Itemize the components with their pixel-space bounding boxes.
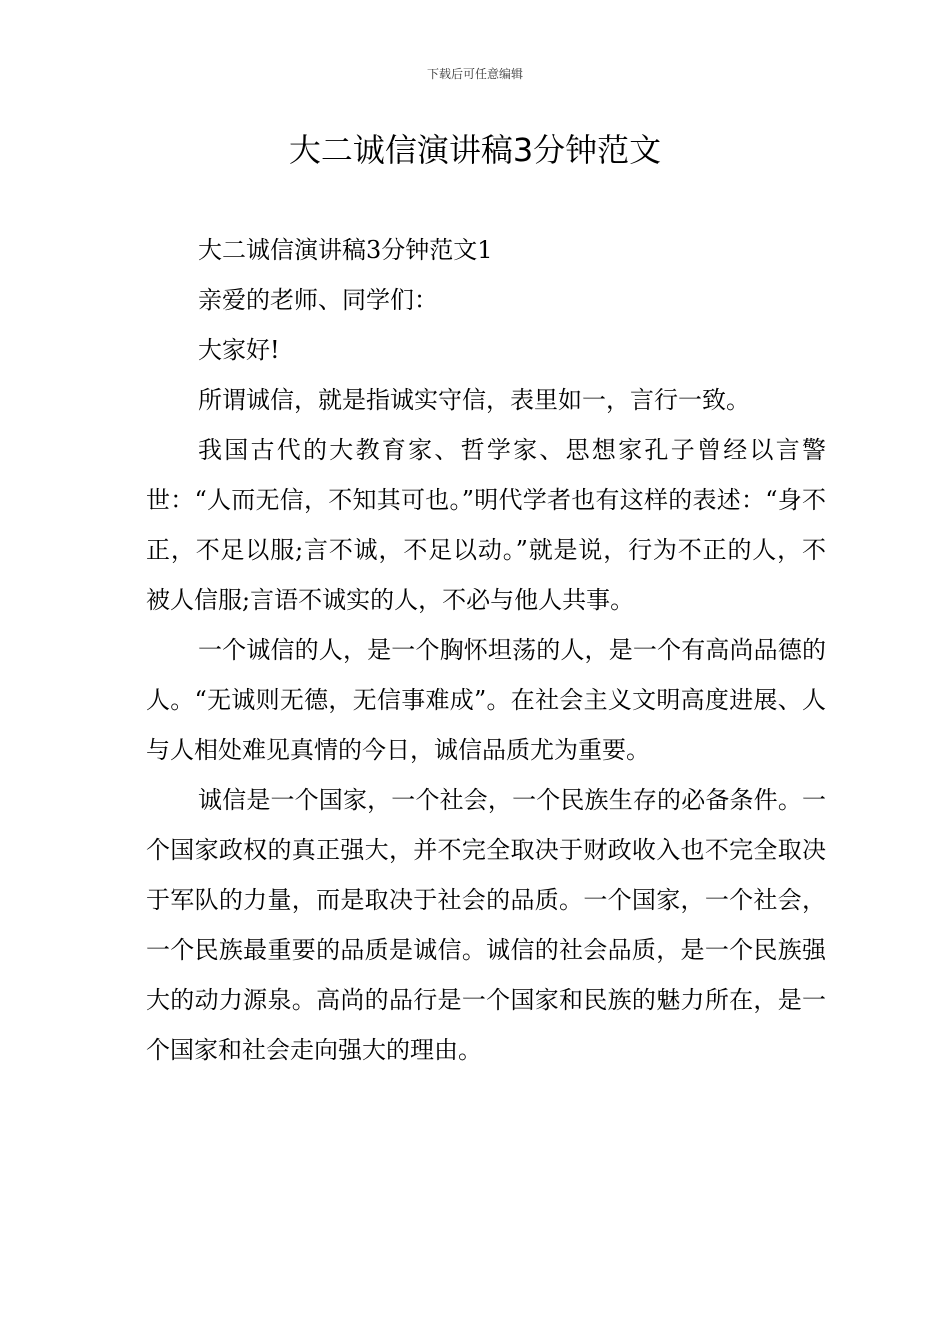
paragraph-greeting: 亲爱的老师、同学们：	[198, 286, 438, 314]
paragraph-hello: 大家好!	[198, 336, 280, 364]
paragraph-subtitle: 大二诚信演讲稿3分钟范文1	[198, 236, 493, 264]
header-note: 下载后可任意编辑	[426, 67, 523, 81]
document-title: 大二诚信演讲稿3分钟范文	[288, 131, 662, 169]
paragraph-nation: 诚信是一个国家，一个社会，一个民族生存的必备条件。一个国家政权的真正强大，并不完全取决于财政收入也不完全取决于军队的力量，而是取决于社会的品质。一个国家，一个社会，一个民族最重要的品质是诚信。诚信的社会品质，是一个民族强大的动力源泉。高尚的品行是一个国家和民族的魅力所在，是一个国家和社会走向强大的理由。	[146, 786, 826, 1064]
paragraph-confucius: 我国古代的大教育家、哲学家、思想家孔子曾经以言警世：“人而无信，不知其可也。”明代学者也有这样的表述：“身不正，不足以服;言不诚，不足以动。”就是说，行为不正的人，不被人信服;言语不诚实的人，不必与他人共事。	[146, 436, 826, 614]
paragraph-honest-person: 一个诚信的人，是一个胸怀坦荡的人，是一个有高尚品德的人。“无诚则无德，无信事难成”。在社会主义文明高度进展、人与人相处难见真情的今日，诚信品质尤为重要。	[146, 636, 826, 764]
document-body	[146, 225, 826, 1075]
paragraph-definition: 所谓诚信，就是指诚实守信，表里如一，言行一致。	[198, 386, 750, 414]
